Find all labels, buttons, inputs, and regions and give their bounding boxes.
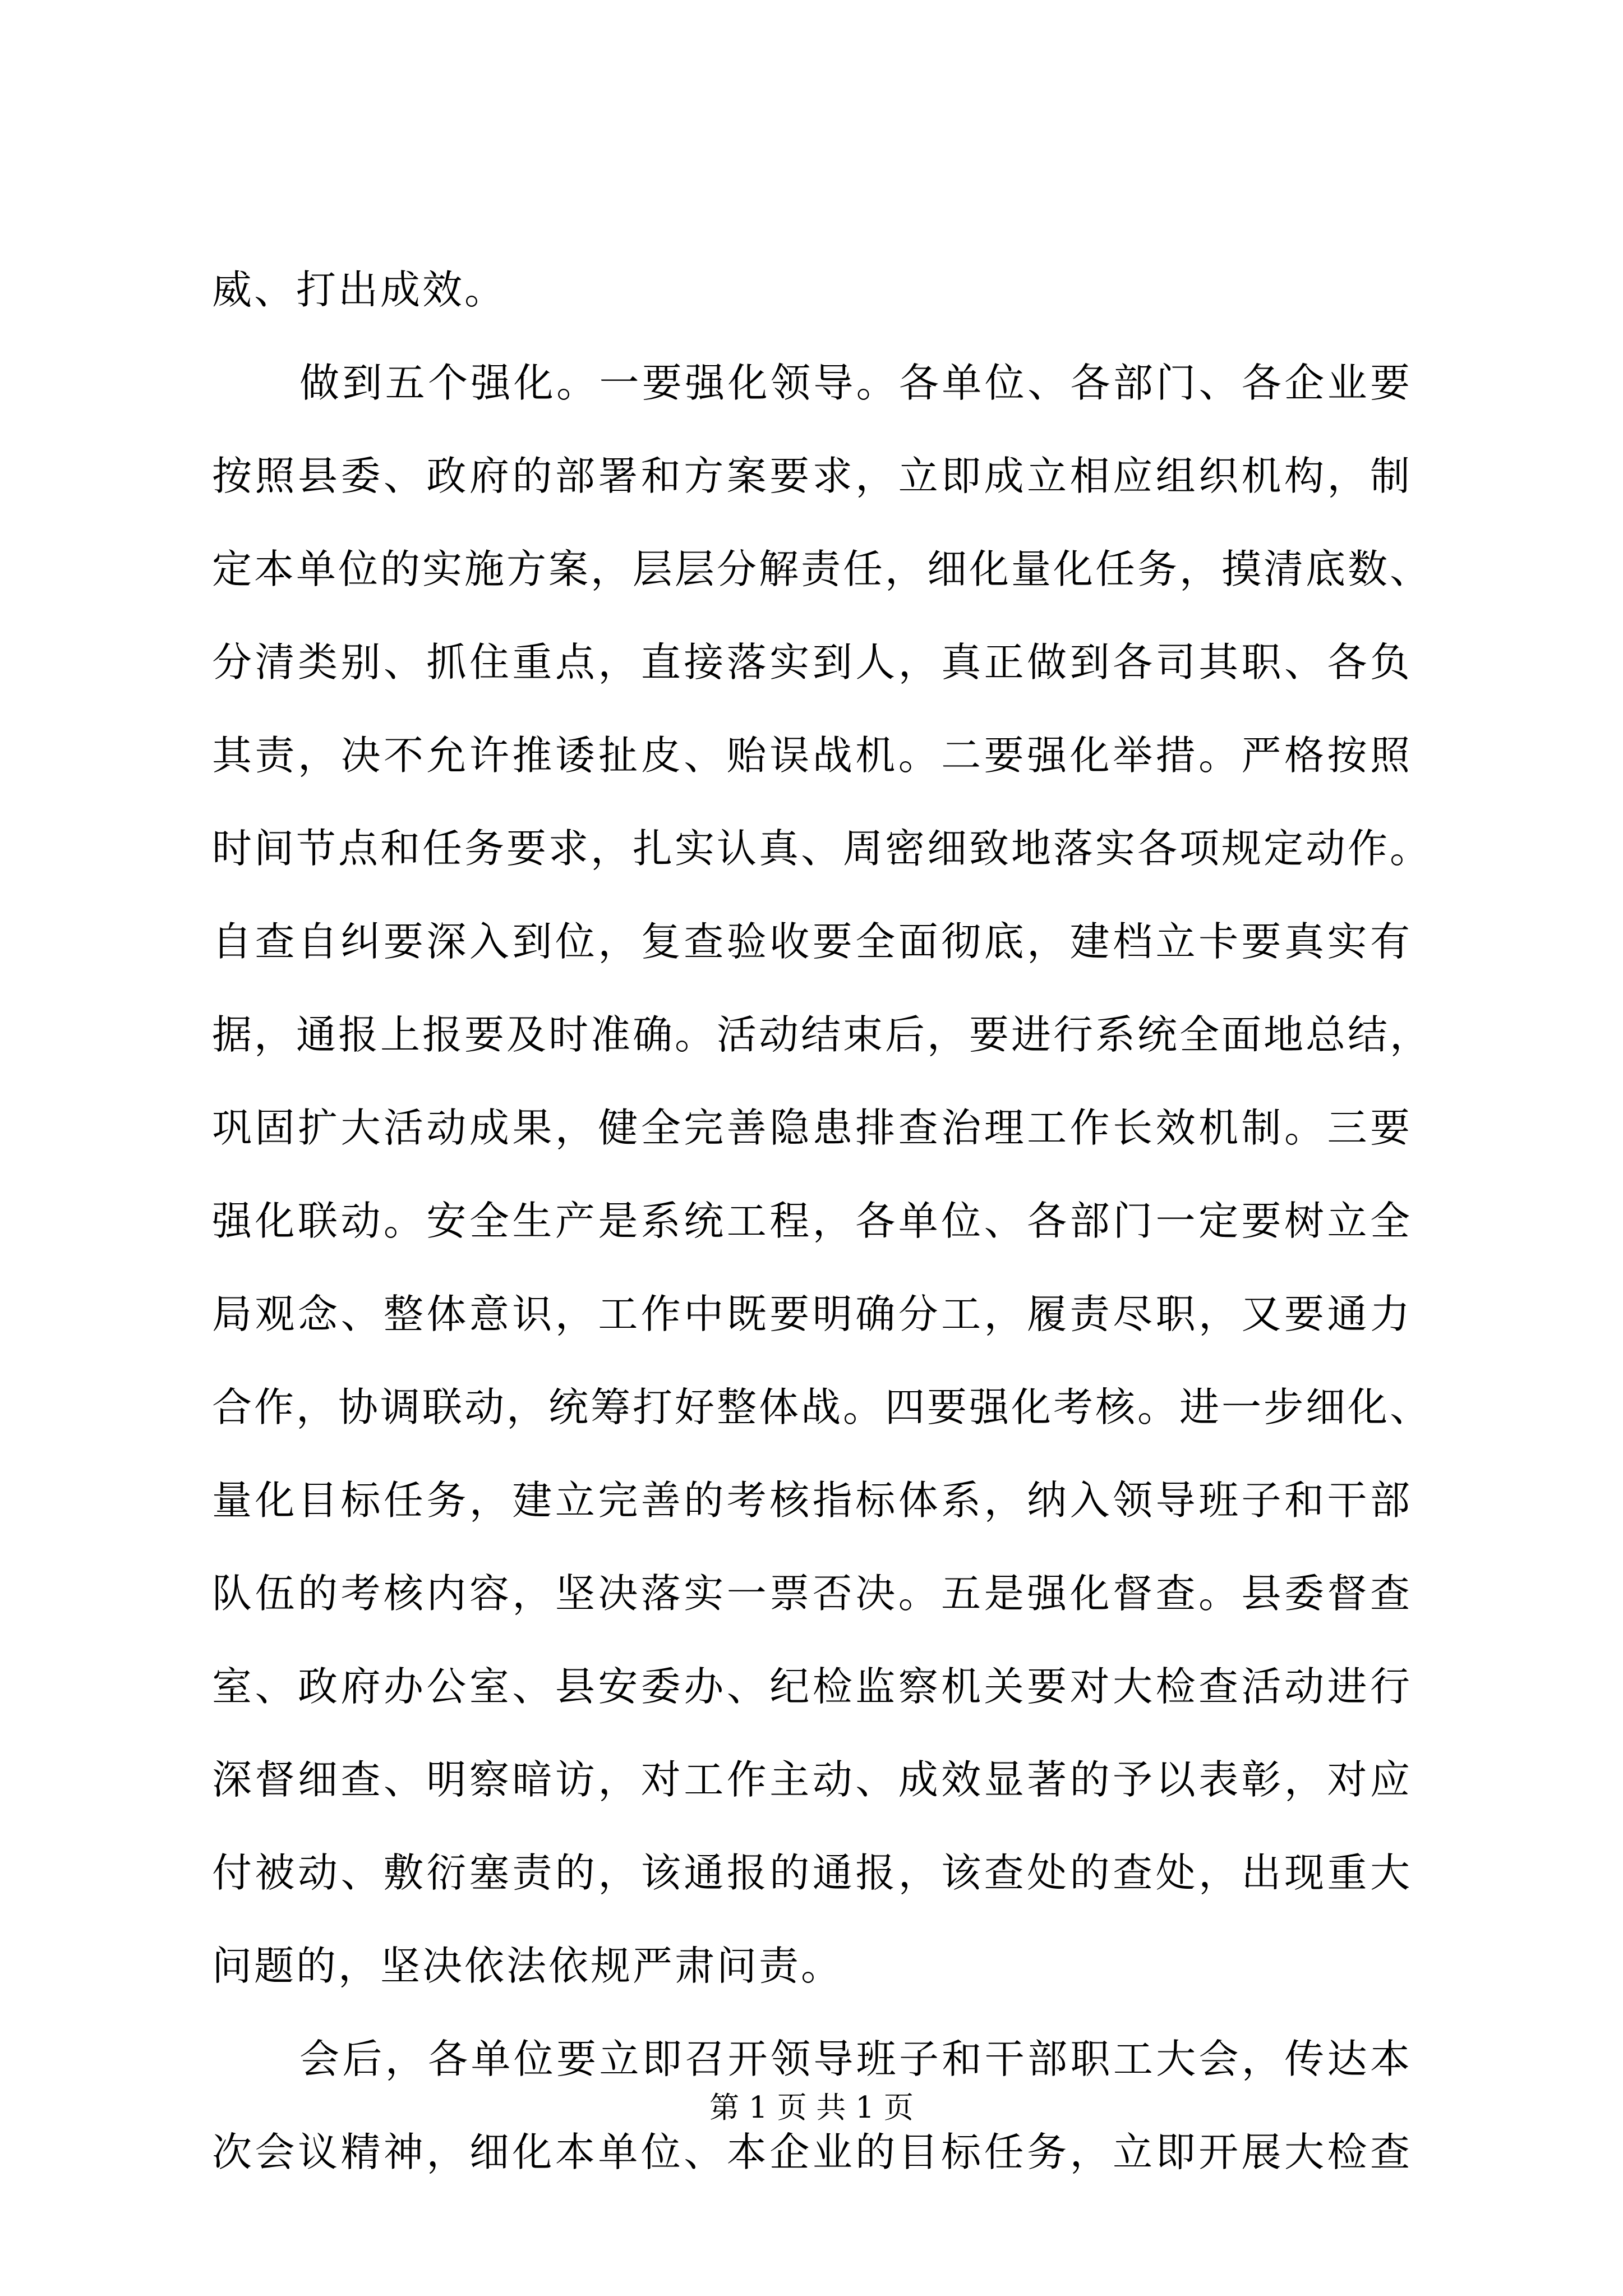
text-line: 分清类别、抓住重点，直接落实到人，真正做到各司其职、各负 <box>212 639 1412 685</box>
text-line: 局观念、整体意识，工作中既要明确分工，履责尽职，又要通力 <box>212 1291 1412 1337</box>
text-line: 问题的，坚决依法依规严肃问责。 <box>212 1943 843 1989</box>
text-line: 强化联动。安全生产是系统工程，各单位、各部门一定要树立全 <box>212 1198 1412 1244</box>
text-line: 其责，决不允许推诿扯皮、贻误战机。二要强化举措。严格按照 <box>212 732 1412 779</box>
text-line: 自查自纠要深入到位，复查验收要全面彻底，建档立卡要真实有 <box>212 918 1412 965</box>
page-number: 第 1 页 共 1 页 <box>709 2091 914 2125</box>
text-line: 据，通报上报要及时准确。活动结束后，要进行系统全面地总结， <box>212 1011 1432 1058</box>
text-line: 付被动、敷衍塞责的，该通报的通报，该查处的查处，出现重大 <box>212 1849 1412 1896</box>
text-line: 室、政府办公室、县安委办、纪检监察机关要对大检查活动进行 <box>212 1663 1412 1710</box>
text-line: 合作，协调联动，统筹打好整体战。四要强化考核。进一步细化、 <box>212 1384 1432 1430</box>
text-line: 巩固扩大活动成果，健全完善隐患排查治理工作长效机制。三要 <box>212 1105 1412 1151</box>
text-line: 队伍的考核内容，坚决落实一票否决。五是强化督查。县委督查 <box>212 1570 1412 1617</box>
text-line: 次会议精神，细化本单位、本企业的目标任务，立即开展大检查 <box>212 2129 1412 2175</box>
text-line: 时间节点和任务要求，扎实认真、周密细致地落实各项规定动作。 <box>212 825 1432 872</box>
text-line: 会后，各单位要立即召开领导班子和干部职工大会，传达本 <box>299 2036 1412 2082</box>
page-footer <box>0 2086 1623 2131</box>
text-line: 定本单位的实施方案，层层分解责任，细化量化任务，摸清底数、 <box>212 546 1432 592</box>
text-line: 做到五个强化。一要强化领导。各单位、各部门、各企业要 <box>299 360 1412 406</box>
document-body <box>212 243 1432 2199</box>
text-line: 深督细查、明察暗访，对工作主动、成效显著的予以表彰，对应 <box>212 1756 1412 1803</box>
text-line: 量化目标任务，建立完善的考核指标体系，纳入领导班子和干部 <box>212 1477 1412 1524</box>
text-line: 按照县委、政府的部署和方案要求，立即成立相应组织机构，制 <box>212 453 1412 499</box>
text-line: 威、打出成效。 <box>212 266 507 313</box>
